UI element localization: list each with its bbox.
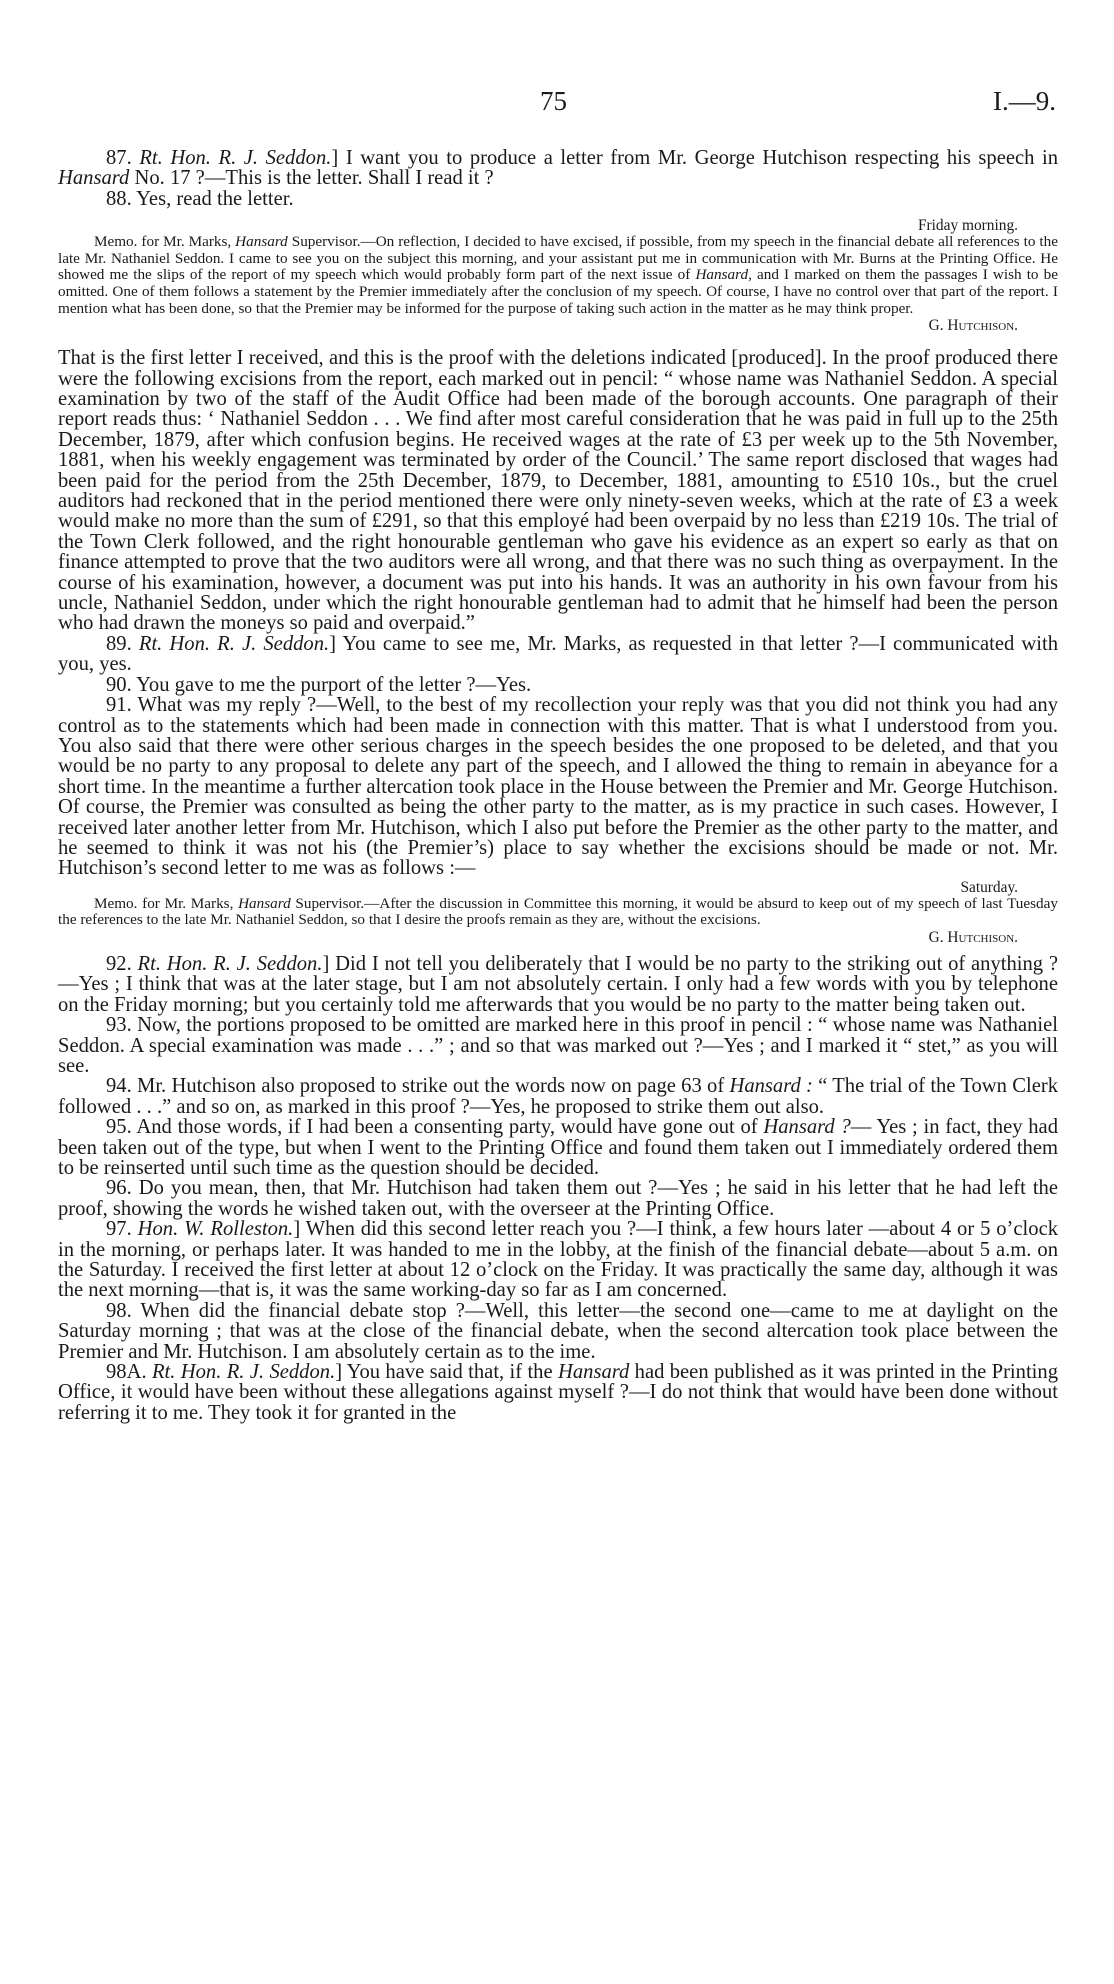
page-header bbox=[0, 86, 1114, 126]
question-98a: 98A. Rt. Hon. R. J. Seddon.] You have said that, if the Hansard had been published as it was printed in the Printing Office, it would have been without these allegations against myself ?—I do not think that would have been done without referring it to me. They took it for granted in the bbox=[58, 1361, 1058, 1424]
question-92: 92. Rt. Hon. R. J. Seddon.] Did I not tell you deliberately that I would be no party to the striking out of anything ?—Yes ; I think that was at the later stage, but I am not absolutely certain. I only had a few words with you by telephone on the Friday morning; but you certainly told me afterwards that you would be no party to the matter being taken out. bbox=[58, 952, 1059, 1016]
question-96: 96. Do you mean, then, that Mr. Hutchison had taken them out ?—Yes ; he said in his letter that he had left the proof, showing the words he wished taken out, with the overseer at the Printing Office. bbox=[58, 1177, 1058, 1220]
question-89: 89. Rt. Hon. R. J. Seddon.] You came to see me, Mr. Marks, as requested in that letter ?—I communicated with you, yes. bbox=[58, 632, 1059, 676]
question-97: 97. Hon. W. Rolleston.] When did this second letter reach you ?—I think, a few hours later —about 4 or 5 o’clock in the morning, or perhaps later. It was handed to me in the lobby, at the finish of the financial debate—about 5 a.m. on the Saturday. I received the first letter at about 12 o’clock on the Friday. It was practically the same day, although it was the next morning—that is, it was the same working-day so far as I am concerned. bbox=[58, 1218, 1059, 1302]
question-94: 94. Mr. Hutchison also proposed to strike out the words now on page 63 of Hansard : “ The trial of the Town Clerk followed . . .” and so on, as marked in this proof ?—Yes, he proposed to strike them out also. bbox=[58, 1075, 1058, 1118]
memo-letter-1: Memo. for Mr. Marks, Hansard Supervisor.—On reflection, I decided to have excised, if possible, from my speech in the financial debate all references to the late Mr. Nathaniel Seddon. I came to see you on the subject this morning, and your assistant put me in communication with Mr. Burns at the Printing Office. He showed me the slips of the report of my speech which would probably form part of the next issue of Hansard, and I marked on them the passages I wish to be omitted. One of them follows a statement by the Premier immediately after the conclusion of my speech. Of course, I have no control over that part of the report. I mention what has been done, so that the Premier may be informed for the purpose of taking such action in the matter as he may think proper. bbox=[58, 233, 1058, 317]
question-98: 98. When did the financial debate stop ?—Well, this letter—the second one—came to me at daylight on the Saturday morning ; that was at the close of the financial debate, when the second altercation took place between the Premier and Mr. Hutchison. I am absolutely certain as to the ime. bbox=[58, 1299, 1058, 1363]
question-93: 93. Now, the portions proposed to be omitted are marked here in this proof in pencil : “ whose name was Nathaniel Seddon. A special examination was made . . .” ; and so that was marked out ?—Yes ; and I marked it “ stet,” as you will see. bbox=[58, 1014, 1058, 1077]
answer-88-continued: That is the first letter I received, and this is the proof with the deletions indicated [produced]. In the proof produced there were the following excisions from the report, each marked out in pencil: “ whose name was Nathaniel Seddon. A special examination by two of the staff of the Audit Office had been made of the borough accounts. One paragraph of their report reads thus: ‘ Nathaniel Seddon . . . We find after most careful consideration that he was paid in full up to the 25th December, 1879, after which confusion begins. He received wages at the rate of £3 per week up to the 5th November, 1881, when his weekly engagement was terminated by order of the Council.’ The same report disclosed that wages had been paid for the period from the 25th December, 1879, to December, 1881, amounting to £510 10s., but the cruel auditors had reckoned that in the period mentioned there were only ninety-seven weeks, which at the rate of £3 a week would make no more than the sum of £291, so that this employé had been overpaid by no less than £219 10s. The trial of the Town Clerk followed, and the right honourable gentleman who gave his evidence as an expert so early as that on finance attempted to prove that the two auditors were all wrong, and that there was no such thing as overpayment. In the course of his examination, however, a document was put into his hands. It was an authority in his own favour from his uncle, Nathaniel Seddon, under which the right honourable gentleman had to admit that he himself had been the person who had drawn the moneys so paid and overpaid.” bbox=[58, 347, 1058, 635]
page-number: 75 bbox=[540, 86, 567, 116]
memo-dateline: Friday morning. bbox=[917, 217, 1018, 235]
memo-dateline: Saturday. bbox=[960, 878, 1018, 896]
document-reference: I.—9. bbox=[993, 86, 1056, 116]
memo-signature: G. Hutchison. bbox=[928, 317, 1018, 335]
question-90: 90. You gave to me the purport of the letter ?—Yes. bbox=[106, 673, 532, 696]
question-91: 91. What was my reply ?—Well, to the best of my recollection your reply was that you did not think you had any control as to the statements which had been made in connection with this matter. That is what I understood from you. You also said that there were other serious charges in the speech besides the one proposed to be deleted, and that you would be no party to any proposal to delete any part of the speech, and I allowed the thing to remain in abeyance for a short time. In the meantime a further altercation took place in the House between the Premier and Mr. George Hutchison. Of course, the Premier was consulted as being the other party to the matter, as is my practice in such cases. However, I received later another letter from Mr. Hutchison, which I also put before the Premier as the other party to the matter, and he seemed to think it was not his (the Premier’s) place to say whether the excisions should be made or not. Mr. Hutchison’s second letter to me was as follows :— bbox=[58, 694, 1058, 880]
question-88: 88. Yes, read the letter. bbox=[106, 187, 294, 210]
page-body bbox=[58, 148, 1058, 1423]
question-87: 87. Rt. Hon. R. J. Seddon.] I want you to produce a letter from Mr. George Hutchison respecting his speech in Hansard No. 17 ?—This is the letter. Shall I read it ? bbox=[58, 147, 1059, 190]
question-95: 95. And those words, if I had been a consenting party, would have gone out of Hansard ?— Yes ; in fact, they had been taken out of the type, but when I went to the Printing Office and found them taken out I immediately ordered them to be reinserted until such time as the question should be decided. bbox=[58, 1116, 1058, 1179]
memo-letter-2: Memo. for Mr. Marks, Hansard Supervisor.—After the discussion in Committee this morning, it would be absurd to keep out of my speech of last Tuesday the references to the late Mr. Nathaniel Seddon, so that I desire the proofs remain as they are, without the excisions. bbox=[58, 894, 1058, 929]
memo-signature: G. Hutchison. bbox=[928, 928, 1018, 946]
